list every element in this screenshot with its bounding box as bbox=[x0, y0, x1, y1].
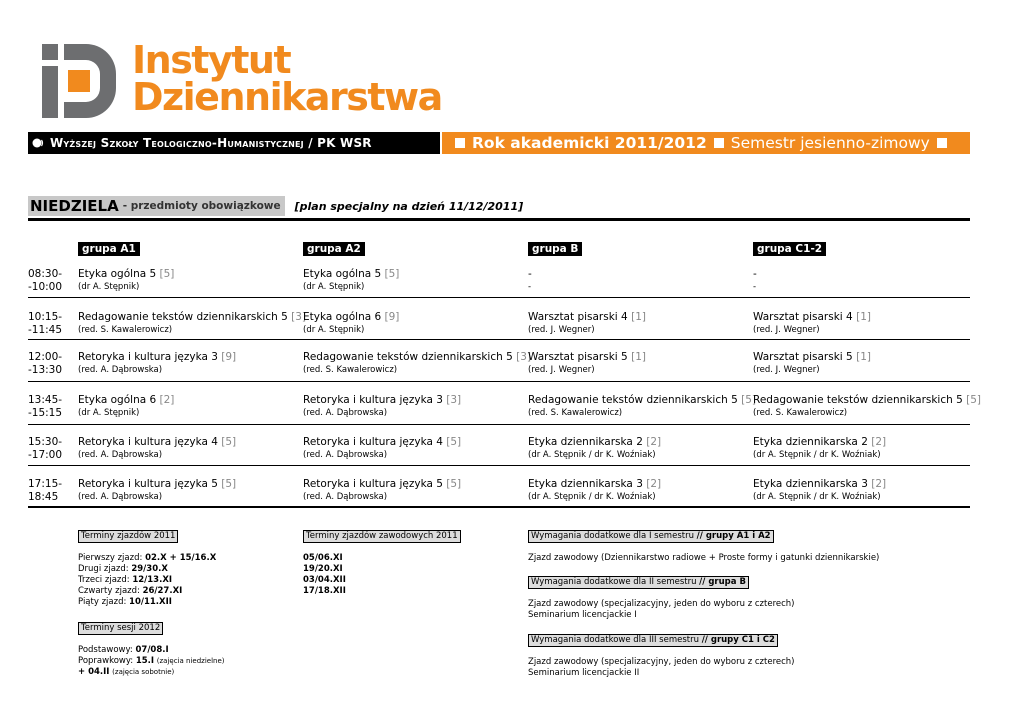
zawodowy-zjazd-line: 03/04.XII bbox=[303, 575, 346, 585]
course-name: Redagowanie tekstów dziennikarskich 5 bbox=[753, 394, 963, 406]
req2-line: Zjazd zawodowy (specjalizacyjny, jeden do wyboru z czterech) bbox=[528, 599, 795, 609]
logo-text bbox=[132, 38, 442, 119]
course-title bbox=[528, 268, 750, 281]
course-points: [1] bbox=[856, 311, 871, 323]
course-title bbox=[303, 478, 525, 491]
course-teacher: (dr A. Stępnik) bbox=[78, 282, 140, 292]
course-title bbox=[528, 436, 750, 449]
schedule-cell bbox=[303, 394, 525, 419]
zjazdy-label: Terminy zjazdów 2011 bbox=[78, 530, 178, 543]
time-start: 17:15- bbox=[28, 478, 63, 490]
course-points: [5] bbox=[446, 436, 462, 448]
row-divider bbox=[28, 339, 970, 340]
zjazd-line: Pierwszy zjazd: 02.X + 15/16.X bbox=[78, 553, 217, 563]
schedule-cell bbox=[303, 436, 525, 461]
schedule-cell bbox=[303, 311, 525, 336]
course-points: [5] bbox=[741, 394, 757, 406]
req3-line: Zjazd zawodowy (specjalizacyjny, jeden do wyboru z czterech) bbox=[528, 657, 795, 667]
course-teacher: (red. A. Dąbrowska) bbox=[303, 408, 388, 418]
course-teacher: (red. J. Wegner) bbox=[528, 365, 595, 375]
course-title bbox=[753, 478, 975, 491]
group-header: grupa A2 bbox=[303, 243, 365, 255]
sesja-label: Terminy sesji 2012 bbox=[78, 622, 163, 635]
course-points: [5] bbox=[221, 436, 237, 448]
zawodowe-label: Terminy zjazdów zawodowych 2011 bbox=[303, 530, 461, 543]
req3-label: Wymagania dodatkowe dla III semestru // grupy C1 i C2 bbox=[528, 634, 778, 647]
logo-mark-icon bbox=[42, 44, 116, 118]
course-points: [9] bbox=[221, 351, 237, 363]
sesja-line: Poprawkowy: 15.I (zajęcia niedzielne) bbox=[78, 656, 225, 666]
time-slot bbox=[28, 268, 78, 294]
course-name: Etyka dziennikarska 2 bbox=[528, 436, 643, 448]
time-end: -11:45 bbox=[28, 324, 63, 336]
course-points: [1] bbox=[856, 351, 871, 363]
group-header: grupa B bbox=[528, 243, 582, 255]
group-header: grupa A1 bbox=[78, 243, 140, 255]
schedule-cell bbox=[753, 394, 982, 419]
course-title bbox=[78, 351, 300, 364]
course-title bbox=[303, 268, 525, 281]
course-points: [5] bbox=[966, 394, 982, 406]
schedule-title bbox=[28, 196, 523, 216]
course-name: Etyka ogólna 5 bbox=[78, 268, 157, 280]
course-name: Warsztat pisarski 5 bbox=[528, 351, 628, 363]
schedule-cell bbox=[753, 311, 975, 336]
course-teacher: (dr A. Stępnik) bbox=[78, 408, 140, 418]
time-slot bbox=[28, 478, 78, 504]
time-slot bbox=[28, 436, 78, 462]
course-points: [5] bbox=[159, 268, 175, 280]
time-start: 12:00- bbox=[28, 351, 63, 363]
course-name: Warsztat pisarski 4 bbox=[753, 311, 853, 323]
header-term bbox=[440, 132, 970, 154]
course-name: Warsztat pisarski 4 bbox=[528, 311, 628, 323]
row-divider bbox=[28, 465, 970, 466]
logo-line-2: Dziennikarstwa bbox=[132, 75, 442, 119]
course-points: [1] bbox=[631, 311, 646, 323]
zjazdy-list bbox=[78, 553, 216, 608]
course-title bbox=[753, 436, 975, 449]
course-name: Redagowanie tekstów dziennikarskich 5 bbox=[303, 351, 513, 363]
course-points: [2] bbox=[871, 478, 887, 490]
course-title bbox=[303, 436, 525, 449]
course-points: [5] bbox=[221, 478, 237, 490]
course-name: Etyka ogólna 6 bbox=[78, 394, 157, 406]
sesja-line: + 04.II (zajęcia sobotnie) bbox=[78, 667, 175, 677]
course-teacher: - bbox=[753, 282, 757, 292]
course-name: Etyka ogólna 5 bbox=[303, 268, 382, 280]
course-points: [3] bbox=[291, 311, 307, 323]
schedule-cell bbox=[303, 268, 525, 293]
group-header: grupa C1-2 bbox=[753, 243, 826, 255]
row-divider bbox=[28, 297, 970, 298]
course-teacher: (red. S. Kawalerowicz) bbox=[528, 408, 623, 418]
course-points: [1] bbox=[631, 351, 646, 363]
course-points: [2] bbox=[871, 436, 887, 448]
course-name: Etyka dziennikarska 3 bbox=[528, 478, 643, 490]
schedule-cell bbox=[78, 351, 300, 376]
course-points: [3] bbox=[446, 394, 462, 406]
course-teacher: (red. A. Dąbrowska) bbox=[78, 492, 163, 502]
header-bar bbox=[28, 132, 970, 154]
zjazdy-info bbox=[78, 530, 216, 608]
time-start: 08:30- bbox=[28, 268, 63, 280]
course-title bbox=[78, 436, 300, 449]
course-points: [2] bbox=[646, 436, 662, 448]
req3-info bbox=[528, 634, 795, 679]
schedule-cell bbox=[528, 268, 750, 293]
time-end: -13:30 bbox=[28, 364, 63, 376]
course-teacher: - bbox=[528, 282, 532, 292]
req2-line: Seminarium licencjackie I bbox=[528, 610, 637, 620]
course-name: Etyka dziennikarska 2 bbox=[753, 436, 868, 448]
course-title bbox=[303, 311, 525, 324]
course-name: Retoryka i kultura języka 3 bbox=[78, 351, 218, 363]
course-name: Warsztat pisarski 5 bbox=[753, 351, 853, 363]
req3-line: Seminarium licencjackie II bbox=[528, 668, 640, 678]
schedule-cell bbox=[528, 478, 750, 503]
req1-info bbox=[528, 530, 879, 564]
school-name: Wyższej Szkoły Teologiczno-Humanistycznej / PK WSR bbox=[50, 136, 372, 150]
schedule-cell bbox=[78, 311, 307, 336]
sesja-line: Podstawowy: 07/08.I bbox=[78, 645, 169, 655]
course-title bbox=[78, 268, 300, 281]
logo-line-1: Instytut bbox=[132, 38, 291, 82]
semester-name: Semestr jesienno-zimowy bbox=[730, 134, 930, 152]
course-title bbox=[303, 351, 532, 364]
schedule-cell bbox=[753, 436, 975, 461]
course-teacher: (red. A. Dąbrowska) bbox=[78, 450, 163, 460]
course-title bbox=[753, 268, 975, 281]
course-name: - bbox=[528, 268, 532, 280]
course-title bbox=[528, 351, 750, 364]
schedule-cell bbox=[528, 436, 750, 461]
course-teacher: (dr A. Stępnik / dr K. Woźniak) bbox=[528, 450, 656, 460]
course-name: - bbox=[753, 268, 757, 280]
zjazd-line: Drugi zjazd: 29/30.X bbox=[78, 564, 168, 574]
time-end: -17:00 bbox=[28, 449, 63, 461]
course-name: Retoryka i kultura języka 5 bbox=[78, 478, 218, 490]
course-teacher: (dr A. Stępnik / dr K. Woźniak) bbox=[753, 450, 881, 460]
row-divider bbox=[28, 381, 970, 382]
course-teacher: (dr A. Stępnik) bbox=[303, 282, 365, 292]
time-slot bbox=[28, 394, 78, 420]
course-title bbox=[528, 394, 757, 407]
zawodowy-zjazd-line: 19/20.XI bbox=[303, 564, 343, 574]
course-title bbox=[78, 394, 300, 407]
req2-info bbox=[528, 576, 795, 621]
course-name: Retoryka i kultura języka 5 bbox=[303, 478, 443, 490]
course-teacher: (dr A. Stępnik) bbox=[303, 325, 365, 335]
course-name: Etyka dziennikarska 3 bbox=[753, 478, 868, 490]
schedule-cell bbox=[528, 311, 750, 336]
course-name: Retoryka i kultura języka 3 bbox=[303, 394, 443, 406]
course-title bbox=[753, 394, 982, 407]
time-slot bbox=[28, 351, 78, 377]
course-name: Redagowanie tekstów dziennikarskich 5 bbox=[528, 394, 738, 406]
course-name: Retoryka i kultura języka 4 bbox=[303, 436, 443, 448]
schedule-cell bbox=[303, 478, 525, 503]
academic-year: Rok akademicki 2011/2012 bbox=[472, 134, 707, 152]
course-points: [5] bbox=[384, 268, 400, 280]
course-title bbox=[753, 351, 975, 364]
header-school bbox=[28, 132, 440, 154]
course-title bbox=[303, 394, 525, 407]
time-end: 18:45 bbox=[28, 491, 59, 503]
zawodowy-zjazd-line: 17/18.XII bbox=[303, 586, 346, 596]
schedule-cell bbox=[303, 351, 532, 376]
time-end: -10:00 bbox=[28, 281, 63, 293]
day-name: NIEDZIELA bbox=[30, 197, 119, 215]
course-title bbox=[528, 311, 750, 324]
course-points: [9] bbox=[384, 311, 400, 323]
course-points: [3] bbox=[516, 351, 532, 363]
schedule-cell bbox=[753, 268, 975, 293]
course-teacher: (dr A. Stępnik / dr K. Woźniak) bbox=[753, 492, 881, 502]
institute-logo bbox=[42, 38, 462, 124]
title-divider bbox=[28, 218, 970, 221]
course-teacher: (red. J. Wegner) bbox=[528, 325, 595, 335]
course-title bbox=[78, 311, 307, 324]
sesja-info bbox=[78, 622, 225, 678]
req1-line: Zjazd zawodowy (Dziennikarstwo radiowe + Proste formy i gatunki dziennikarskie) bbox=[528, 553, 880, 563]
zjazd-line: Trzeci zjazd: 12/13.XI bbox=[78, 575, 173, 585]
req2-label: Wymagania dodatkowe dla II semestru // grupa B bbox=[528, 576, 749, 589]
course-teacher: (red. S. Kawalerowicz) bbox=[78, 325, 173, 335]
schedule-cell bbox=[78, 436, 300, 461]
course-name: Redagowanie tekstów dziennikarskich 5 bbox=[78, 311, 288, 323]
schedule-cell bbox=[753, 478, 975, 503]
zawodowe-list bbox=[303, 553, 461, 597]
title-box bbox=[28, 196, 285, 216]
time-end: -15:15 bbox=[28, 407, 63, 419]
schedule-cell bbox=[753, 351, 975, 376]
req1-label: Wymagania dodatkowe dla I semestru // grupy A1 i A2 bbox=[528, 530, 774, 543]
time-start: 10:15- bbox=[28, 311, 63, 323]
day-subtitle: - przedmioty obowiązkowe bbox=[122, 200, 281, 212]
course-title bbox=[753, 311, 975, 324]
square-bullet-icon bbox=[455, 138, 465, 148]
course-title bbox=[528, 478, 750, 491]
course-teacher: (red. A. Dąbrowska) bbox=[78, 365, 163, 375]
schedule-cell bbox=[78, 394, 300, 419]
course-name: Retoryka i kultura języka 4 bbox=[78, 436, 218, 448]
course-teacher: (red. S. Kawalerowicz) bbox=[753, 408, 848, 418]
schedule-cell bbox=[78, 268, 300, 293]
zjazd-line: Piąty zjazd: 10/11.XII bbox=[78, 597, 172, 607]
square-bullet-icon bbox=[937, 138, 947, 148]
course-points: [2] bbox=[159, 394, 175, 406]
schedule-cell bbox=[528, 394, 757, 419]
row-divider bbox=[28, 424, 970, 425]
course-name: Etyka ogólna 6 bbox=[303, 311, 382, 323]
special-plan-note: [plan specjalny na dzień 11/12/2011] bbox=[294, 199, 524, 213]
course-teacher: (red. A. Dąbrowska) bbox=[303, 450, 388, 460]
course-teacher: (dr A. Stępnik / dr K. Woźniak) bbox=[528, 492, 656, 502]
course-teacher: (red. J. Wegner) bbox=[753, 365, 820, 375]
time-start: 15:30- bbox=[28, 436, 63, 448]
time-start: 13:45- bbox=[28, 394, 63, 406]
zawodowe-info bbox=[303, 530, 461, 597]
schedule-cell bbox=[78, 478, 300, 503]
course-teacher: (red. S. Kawalerowicz) bbox=[303, 365, 398, 375]
course-points: [5] bbox=[446, 478, 462, 490]
zjazd-line: Czwarty zjazd: 26/27.XI bbox=[78, 586, 183, 596]
row-divider bbox=[28, 506, 970, 508]
course-teacher: (red. J. Wegner) bbox=[753, 325, 820, 335]
course-title bbox=[78, 478, 300, 491]
time-slot bbox=[28, 311, 78, 337]
square-bullet-icon bbox=[714, 138, 724, 148]
zawodowy-zjazd-line: 05/06.XI bbox=[303, 553, 343, 563]
course-points: [2] bbox=[646, 478, 662, 490]
course-teacher: (red. A. Dąbrowska) bbox=[303, 492, 388, 502]
speaker-head-icon bbox=[32, 137, 44, 149]
schedule-cell bbox=[528, 351, 750, 376]
